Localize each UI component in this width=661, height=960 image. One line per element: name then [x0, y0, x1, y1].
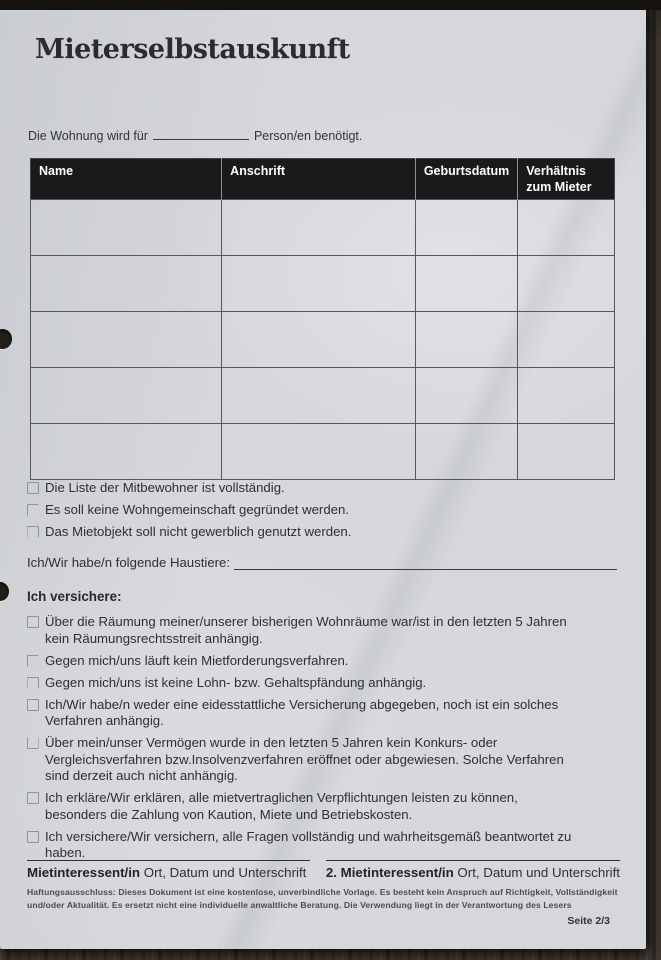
table-surface-shadow [0, 0, 661, 10]
occupants-table-empty-row [31, 200, 615, 256]
persons-count-line [28, 127, 362, 143]
assurance-statement-item [27, 675, 572, 692]
checkbox-icon [27, 677, 39, 689]
signature-party-label: 2. Mietinteressent/in [325, 865, 454, 880]
name-cell [31, 312, 222, 368]
page-title: Mieterselbstauskunft [35, 34, 350, 65]
disclaimer [27, 886, 621, 912]
anschrift-cell [222, 368, 416, 424]
assurance-statement-item [27, 829, 572, 862]
checkbox-icon [27, 737, 39, 749]
assurance-statement-text: Gegen mich/uns ist keine Lohn- bzw. Gehaltspfändung anhängig. [45, 674, 427, 690]
checkbox-icon [27, 699, 39, 711]
signature-party-label: Mietinteressent/in [27, 865, 141, 880]
occupants-table-header-row [31, 159, 615, 200]
occupants-table-header-cell: Anschrift [222, 159, 416, 200]
name-cell [31, 424, 222, 480]
signature-block [27, 860, 310, 880]
assurance-statement-item [27, 653, 572, 670]
assurance-statement-item [27, 614, 572, 647]
occupants-table-empty-row [31, 256, 615, 312]
household-statements [27, 480, 597, 546]
assurance-statement-text: Über die Räumung meiner/unserer bisherigen Wohnräume war/ist in den letzten 5 Jahren kein Räumungsrechtsstreit anhängig. [45, 614, 567, 646]
document-page [0, 8, 646, 949]
verhaeltnis-cell [518, 256, 615, 312]
name-cell [31, 368, 222, 424]
anschrift-cell [222, 312, 416, 368]
anschrift-cell [222, 256, 416, 312]
assurance-statement-text: Ich erkläre/Wir erklären, alle mietvertraglichen Verpflichtungen leisten zu können, besonders die Zahlung von Kaution, Miete und Betriebskosten. [45, 790, 518, 822]
assurance-statement-text: Gegen mich/uns läuft kein Mietforderungsverfahren. [45, 652, 349, 668]
household-statement-text: Die Liste der Mitbewohner ist vollständig. [45, 480, 285, 495]
occupants-table-body [31, 200, 615, 480]
signature-area [27, 860, 620, 880]
verhaeltnis-cell [518, 312, 615, 368]
household-statement-item [27, 480, 580, 497]
checkbox-icon [27, 655, 39, 667]
geburtsdatum-cell [415, 424, 517, 480]
assurance-statement-text: Ich/Wir habe/n weder eine eidesstattliche Versicherung abgegeben, noch ist ein solches Verfahren anhängig. [45, 696, 559, 728]
signature-caption: Ort, Datum und Unterschrift [143, 865, 307, 880]
assurance-statement-item [27, 697, 572, 730]
household-statement-text: Das Mietobjekt soll nicht gewerblich genutzt werden. [45, 524, 352, 539]
punch-hole-top [0, 329, 12, 349]
geburtsdatum-cell [415, 256, 517, 312]
assurance-heading: Ich versichere: [27, 589, 122, 604]
occupants-table-header-cell: Geburtsdatum [415, 159, 517, 200]
assurance-statement-item [27, 790, 572, 823]
persons-count-blank-field [153, 127, 249, 140]
persons-count-suffix: Person/en benötigt. [253, 129, 363, 143]
occupants-table-header-cell: Name [31, 159, 222, 200]
verhaeltnis-cell [518, 200, 615, 256]
household-statement-item [27, 524, 580, 541]
checkbox-icon [27, 831, 39, 843]
checkbox-icon [27, 792, 39, 804]
occupants-table-empty-row [31, 424, 615, 480]
occupants-table-empty-row [31, 368, 615, 424]
page-indicator: Seite 2/3 [567, 915, 610, 927]
assurance-statements [27, 614, 572, 867]
assurance-statement-text: Über mein/unser Vermögen wurde in den letzten 5 Jahren kein Konkurs- oder Vergleichsverfahren bzw.Insolvenzverfahren eröffnet oder abgewiesen. Solche Verfahren sind derzeit auch nicht anhängig. [45, 735, 564, 783]
geburtsdatum-cell [415, 368, 517, 424]
household-statement-item [27, 502, 580, 519]
occupants-table-empty-row [31, 312, 615, 368]
assurance-statement-item [27, 735, 572, 785]
name-cell [31, 200, 222, 256]
occupants-table-header-cell: Verhältnis zum Mieter [518, 159, 615, 200]
disclaimer-label: Haftungsausschluss: [27, 887, 116, 897]
verhaeltnis-cell [518, 368, 615, 424]
geburtsdatum-cell [415, 312, 517, 368]
household-statement-text: Es soll keine Wohngemeinschaft gegründet werden. [45, 502, 349, 517]
pets-label: Ich/Wir habe/n folgende Haustiere: [27, 555, 231, 570]
signature-block [326, 860, 620, 880]
signature-caption: Ort, Datum und Unterschrift [457, 865, 620, 880]
anschrift-cell [222, 424, 416, 480]
punch-hole-bottom [0, 582, 9, 601]
checkbox-icon [27, 616, 39, 628]
verhaeltnis-cell [518, 424, 615, 480]
geburtsdatum-cell [415, 200, 517, 256]
anschrift-cell [222, 200, 416, 256]
pets-blank-field [234, 555, 617, 570]
checkbox-icon [27, 526, 39, 538]
pets-line [27, 555, 617, 570]
assurance-statement-text: Ich versichere/Wir versichern, alle Fragen vollständig und wahrheitsgemäß beantwortet zu haben. [45, 828, 572, 860]
occupants-table [30, 158, 615, 480]
disclaimer-text: Dieses Dokument ist eine kostenlose, unverbindliche Vorlage. Es besteht kein Anspruch auf Richtigkeit, Vollständigkeit und/oder Aktualität. Es ersetzt nicht eine individuelle anwaltliche Beratung. Die Verwendung liegt in der Verantwortung des Lesers [27, 887, 618, 910]
checkbox-icon [27, 504, 39, 516]
name-cell [31, 256, 222, 312]
checkbox-icon [27, 482, 39, 494]
persons-count-prefix: Die Wohnung wird für [28, 129, 148, 143]
